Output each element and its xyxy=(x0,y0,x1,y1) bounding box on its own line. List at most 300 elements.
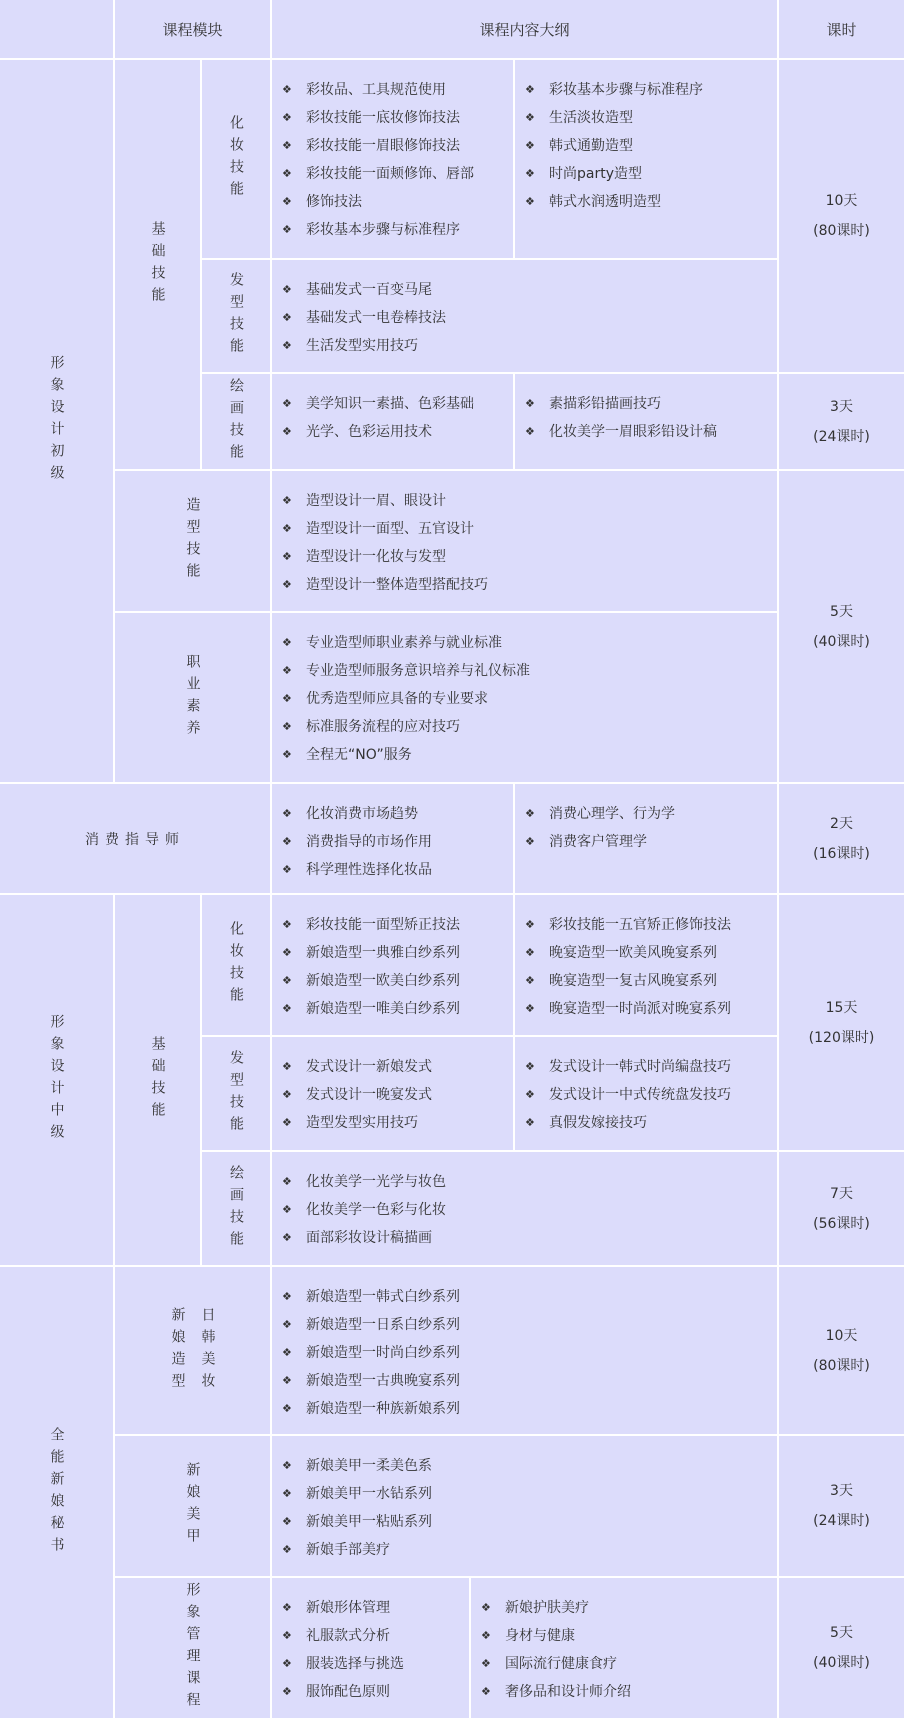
level2-hair-list-a xyxy=(272,1037,513,1137)
list-item-text: 造型设计一面型、五官设计 xyxy=(306,521,474,537)
level1-makeup-list-b xyxy=(515,60,777,216)
list-item xyxy=(282,1224,767,1252)
bullet-icon: ❖ xyxy=(525,195,535,208)
bullet-icon: ❖ xyxy=(525,1060,535,1073)
level1-drawing-hours xyxy=(779,374,904,469)
list-item xyxy=(282,741,767,769)
list-item xyxy=(525,800,767,828)
level1-drawing-label-text: 绘画技能 xyxy=(228,377,244,466)
list-item-text: 优秀造型师应具备的专业要求 xyxy=(306,691,488,707)
list-item-text: 新娘造型一韩式白纱系列 xyxy=(306,1289,460,1305)
list-item-text: 造型设计一眉、眼设计 xyxy=(306,493,446,509)
level1-makeup-label xyxy=(202,60,270,258)
list-item-text: 造型设计一整体造型搭配技巧 xyxy=(306,577,488,593)
list-item-text: 新娘形体管理 xyxy=(306,1600,390,1616)
list-item-text: 新娘美甲一水钻系列 xyxy=(306,1486,432,1502)
level2-hair-label xyxy=(202,1037,270,1150)
bullet-icon: ❖ xyxy=(525,1088,535,1101)
level2-makeup-list-a xyxy=(272,895,513,1023)
bullet-icon: ❖ xyxy=(282,195,292,208)
list-item xyxy=(282,1168,767,1196)
level2-makeup-label xyxy=(202,895,270,1035)
list-item xyxy=(282,160,503,188)
bullet-icon: ❖ xyxy=(525,83,535,96)
bullet-icon: ❖ xyxy=(282,636,292,649)
list-item-text: 服装选择与挑选 xyxy=(306,1656,404,1672)
level2-hair-label-text: 发型技能 xyxy=(228,1049,244,1138)
bullet-icon: ❖ xyxy=(525,111,535,124)
list-item xyxy=(282,1283,767,1311)
hours-lessons: (40课时) xyxy=(813,1655,870,1671)
list-item-text: 新娘造型一种族新娘系列 xyxy=(306,1401,460,1417)
list-item xyxy=(525,1109,767,1137)
bridal-image-label-text: 形象管理课程 xyxy=(184,1582,201,1714)
level2-basic-label xyxy=(115,895,200,1265)
level1-makeup-list-a xyxy=(272,60,513,244)
hours-lessons: (16课时) xyxy=(813,845,870,862)
hours-lessons: (80课时) xyxy=(813,223,870,239)
list-item-text: 造型发型实用技巧 xyxy=(306,1115,418,1131)
list-item xyxy=(525,418,767,446)
level2-makeup-col-b xyxy=(515,895,777,1035)
bullet-icon: ❖ xyxy=(282,1459,292,1472)
list-item xyxy=(282,629,767,657)
list-item-text: 服饰配色原则 xyxy=(306,1684,390,1700)
hours-days: 10天 xyxy=(825,193,858,209)
bullet-icon: ❖ xyxy=(282,139,292,152)
bullet-icon: ❖ xyxy=(481,1685,491,1698)
consumer-hours xyxy=(779,784,904,893)
bridal-styling-hours xyxy=(779,1267,904,1434)
bullet-icon: ❖ xyxy=(282,1088,292,1101)
bridal-image-hours xyxy=(779,1578,904,1718)
list-item xyxy=(282,132,503,160)
bridal-image-label xyxy=(115,1578,270,1718)
level1-professional-content xyxy=(272,613,777,782)
level1-hair-list xyxy=(272,260,777,360)
list-item-text: 素描彩铅描画技巧 xyxy=(549,396,661,412)
list-item xyxy=(282,685,767,713)
bridal-styling-list xyxy=(272,1267,777,1423)
level1-drawing-list-a xyxy=(272,374,513,446)
bullet-icon: ❖ xyxy=(282,1515,292,1528)
list-item-text: 新娘造型一日系白纱系列 xyxy=(306,1317,460,1333)
list-item xyxy=(282,104,503,132)
list-item xyxy=(282,1678,459,1706)
bullet-icon: ❖ xyxy=(282,1601,292,1614)
list-item-text: 新娘美甲一粘贴系列 xyxy=(306,1514,432,1530)
bridal-nails-label-text: 新娘美甲 xyxy=(184,1462,201,1550)
hours-lessons: (24课时) xyxy=(813,428,870,445)
header-corner xyxy=(0,0,113,58)
level1-styling-list xyxy=(272,471,777,599)
list-item-text: 晚宴造型一时尚派对晚宴系列 xyxy=(549,1001,731,1017)
bullet-icon: ❖ xyxy=(282,1543,292,1556)
bullet-icon: ❖ xyxy=(282,946,292,959)
list-item xyxy=(282,1508,767,1536)
bullet-icon: ❖ xyxy=(525,807,535,820)
list-item xyxy=(481,1678,767,1706)
header-hours xyxy=(779,0,904,58)
bullet-icon: ❖ xyxy=(282,167,292,180)
bullet-icon: ❖ xyxy=(282,1002,292,1015)
bullet-icon: ❖ xyxy=(525,425,535,438)
list-item xyxy=(282,487,767,515)
list-item-text: 新娘造型一欧美白纱系列 xyxy=(306,973,460,989)
list-item xyxy=(282,1109,503,1137)
bullet-icon: ❖ xyxy=(525,167,535,180)
bridal-nails-list xyxy=(272,1436,777,1564)
list-item xyxy=(525,132,767,160)
level1-drawing-col-b xyxy=(515,374,777,469)
bullet-icon: ❖ xyxy=(481,1657,491,1670)
level1-basic-label xyxy=(115,60,200,469)
list-item xyxy=(282,1053,503,1081)
bridal-nails-hours xyxy=(779,1436,904,1576)
list-item xyxy=(282,304,767,332)
bullet-icon: ❖ xyxy=(282,1175,292,1188)
bullet-icon: ❖ xyxy=(525,946,535,959)
hours-lessons: (40课时) xyxy=(813,633,870,650)
list-item-text: 新娘护肤美疗 xyxy=(505,1600,589,1616)
hours-days: 5天 xyxy=(830,603,853,620)
list-item xyxy=(525,828,767,856)
list-item xyxy=(525,1081,767,1109)
list-item-text: 新娘造型一唯美白纱系列 xyxy=(306,1001,460,1017)
list-item-text: 科学理性选择化妆品 xyxy=(306,862,432,878)
list-item xyxy=(481,1622,767,1650)
level2-makeup-col-a xyxy=(272,895,513,1035)
bullet-icon: ❖ xyxy=(282,1231,292,1244)
level1-title-text: 形象设计初级 xyxy=(48,355,65,487)
level1-makeup-hair-hours xyxy=(779,60,904,372)
bullet-icon: ❖ xyxy=(282,1290,292,1303)
bridal-styling-label xyxy=(115,1267,270,1434)
list-item-text: 专业造型师职业素养与就业标准 xyxy=(306,635,502,651)
bullet-icon: ❖ xyxy=(282,111,292,124)
list-item-text: 化妆美学一色彩与化妆 xyxy=(306,1202,446,1218)
bullet-icon: ❖ xyxy=(282,550,292,563)
bridal-image-list-b xyxy=(471,1578,777,1706)
list-item xyxy=(481,1594,767,1622)
hours-days: 7天 xyxy=(830,1185,853,1202)
list-item xyxy=(282,967,503,995)
level2-title xyxy=(0,895,113,1265)
list-item xyxy=(282,657,767,685)
list-item xyxy=(525,911,767,939)
list-item-text: 造型设计一化妆与发型 xyxy=(306,549,446,565)
list-item-text: 彩妆基本步骤与标准程序 xyxy=(549,82,703,98)
level1-professional-list xyxy=(272,613,777,769)
bullet-icon: ❖ xyxy=(282,807,292,820)
list-item-text: 韩式水润透明造型 xyxy=(549,194,661,210)
bullet-icon: ❖ xyxy=(282,522,292,535)
list-item xyxy=(282,1480,767,1508)
header-outline-label: 课程内容大纲 xyxy=(479,20,570,39)
level1-professional-label-text: 职业素养 xyxy=(184,653,201,742)
list-item xyxy=(282,828,503,856)
bullet-icon: ❖ xyxy=(282,1374,292,1387)
list-item-text: 彩妆品、工具规范使用 xyxy=(306,82,446,98)
bullet-icon: ❖ xyxy=(282,283,292,296)
list-item xyxy=(282,995,503,1023)
level2-drawing-list xyxy=(272,1152,777,1252)
list-item-text: 化妆美学一光学与妆色 xyxy=(306,1174,446,1190)
level1-hair-label xyxy=(202,260,270,372)
list-item-text: 新娘造型一古典晚宴系列 xyxy=(306,1373,460,1389)
bullet-icon: ❖ xyxy=(282,974,292,987)
list-item xyxy=(525,967,767,995)
level1-styling-hours xyxy=(779,471,904,782)
hours-days: 2天 xyxy=(830,815,853,832)
header-outline xyxy=(272,0,777,58)
list-item-text: 面部彩妆设计稿描画 xyxy=(306,1230,432,1246)
level2-hair-col-a xyxy=(272,1037,513,1150)
list-item-text: 消费客户管理学 xyxy=(549,834,647,850)
hours-days: 15天 xyxy=(825,999,858,1016)
list-item-text: 新娘造型一典雅白纱系列 xyxy=(306,945,460,961)
list-item-text: 全程无“NO”服务 xyxy=(306,747,412,763)
level1-drawing-label xyxy=(202,374,270,469)
list-item xyxy=(525,188,767,216)
bridal-nails-content xyxy=(272,1436,777,1576)
level2-basic-text: 基础技能 xyxy=(149,1036,166,1124)
bridal-styling-label-2-text: 日韩美妆 xyxy=(199,1306,216,1395)
list-item-text: 美学知识一素描、色彩基础 xyxy=(306,396,474,412)
bridal-title xyxy=(0,1267,113,1718)
level1-drawing-list-b xyxy=(515,374,777,446)
list-item-text: 化妆美学一眉眼彩铅设计稿 xyxy=(549,424,717,440)
bullet-icon: ❖ xyxy=(282,83,292,96)
bridal-styling-label-2 xyxy=(200,1291,216,1411)
bullet-icon: ❖ xyxy=(525,918,535,931)
consumer-list-a xyxy=(272,784,513,884)
bullet-icon: ❖ xyxy=(282,692,292,705)
level1-styling-label-text: 造型技能 xyxy=(184,497,201,585)
list-item-text: 基础发式一百变马尾 xyxy=(306,282,432,298)
hours-lessons: (80课时) xyxy=(813,1357,870,1374)
bullet-icon: ❖ xyxy=(282,1487,292,1500)
list-item xyxy=(282,188,503,216)
list-item-text: 消费心理学、行为学 xyxy=(549,806,675,822)
list-item-text: 基础发式一电卷棒技法 xyxy=(306,310,446,326)
list-item xyxy=(282,911,503,939)
list-item-text: 彩妆技能一底妆修饰技法 xyxy=(306,110,460,126)
list-item-text: 奢侈品和设计师介绍 xyxy=(505,1684,631,1700)
bullet-icon: ❖ xyxy=(282,1060,292,1073)
bullet-icon: ❖ xyxy=(282,1318,292,1331)
level2-makeup-label-text: 化妆技能 xyxy=(228,921,244,1009)
list-item xyxy=(525,160,767,188)
bridal-title-text: 全能新娘秘书 xyxy=(48,1426,65,1559)
list-item xyxy=(282,332,767,360)
bullet-icon: ❖ xyxy=(282,1203,292,1216)
list-item-text: 晚宴造型一复古风晚宴系列 xyxy=(549,973,717,989)
consumer-list-b xyxy=(515,784,777,856)
bullet-icon: ❖ xyxy=(282,397,292,410)
level1-drawing-col-a xyxy=(272,374,513,469)
hours-days: 5天 xyxy=(830,1625,853,1641)
list-item xyxy=(282,1367,767,1395)
list-item-text: 生活发型实用技巧 xyxy=(306,338,418,354)
list-item xyxy=(282,1452,767,1480)
list-item-text: 发式设计一韩式时尚编盘技巧 xyxy=(549,1059,731,1075)
level1-title xyxy=(0,60,113,782)
list-item-text: 消费指导的市场作用 xyxy=(306,834,432,850)
bullet-icon: ❖ xyxy=(525,1116,535,1129)
list-item-text: 彩妆技能一面型矫正技法 xyxy=(306,917,460,933)
list-item xyxy=(282,216,503,244)
list-item-text: 发式设计一中式传统盘发技巧 xyxy=(549,1087,731,1103)
bullet-icon: ❖ xyxy=(282,664,292,677)
hours-days: 3天 xyxy=(830,398,853,415)
level2-drawing-content xyxy=(272,1152,777,1265)
list-item xyxy=(282,276,767,304)
bridal-image-list-a xyxy=(272,1578,469,1706)
list-item-text: 专业造型师服务意识培养与礼仪标准 xyxy=(306,663,530,679)
bullet-icon: ❖ xyxy=(282,1346,292,1359)
hours-lessons: (120课时) xyxy=(808,1029,875,1046)
level2-hair-col-b xyxy=(515,1037,777,1150)
list-item-text: 新娘造型一时尚白纱系列 xyxy=(306,1345,460,1361)
bullet-icon: ❖ xyxy=(282,863,292,876)
level1-hair-content xyxy=(272,260,777,372)
list-item xyxy=(282,1339,767,1367)
bullet-icon: ❖ xyxy=(282,1116,292,1129)
level2-title-text: 形象设计中级 xyxy=(48,1014,65,1146)
header-hours-label: 课时 xyxy=(826,20,857,39)
list-item xyxy=(282,1196,767,1224)
list-item xyxy=(282,418,503,446)
level2-makeup-list-b xyxy=(515,895,777,1023)
list-item xyxy=(282,1081,503,1109)
bullet-icon: ❖ xyxy=(481,1601,491,1614)
level1-professional-label xyxy=(115,613,270,782)
bullet-icon: ❖ xyxy=(282,223,292,236)
list-item-text: 礼服款式分析 xyxy=(306,1628,390,1644)
list-item xyxy=(282,1622,459,1650)
list-item-text: 韩式通勤造型 xyxy=(549,138,633,154)
bullet-icon: ❖ xyxy=(282,720,292,733)
header-module xyxy=(115,0,270,58)
bridal-styling-label-1-text: 新娘造型 xyxy=(169,1306,186,1395)
list-item xyxy=(282,390,503,418)
list-item-text: 新娘美甲一柔美色系 xyxy=(306,1458,432,1474)
bridal-styling-content xyxy=(272,1267,777,1434)
consumer-title-text: 消费指导师 xyxy=(85,831,185,848)
level2-hair-list-b xyxy=(515,1037,777,1137)
level2-drawing-label-text: 绘画技能 xyxy=(228,1164,244,1253)
list-item-text: 身材与健康 xyxy=(505,1628,575,1644)
list-item xyxy=(525,995,767,1023)
level1-hair-label-text: 发型技能 xyxy=(228,272,244,360)
list-item-text: 标准服务流程的应对技巧 xyxy=(306,719,460,735)
list-item-text: 光学、色彩运用技术 xyxy=(306,424,432,440)
bullet-icon: ❖ xyxy=(282,1685,292,1698)
level1-makeup-col-b xyxy=(515,60,777,258)
level2-drawing-label xyxy=(202,1152,270,1265)
list-item xyxy=(282,800,503,828)
list-item xyxy=(282,1594,459,1622)
header-module-label: 课程模块 xyxy=(162,20,223,39)
bullet-icon: ❖ xyxy=(481,1629,491,1642)
list-item xyxy=(282,76,503,104)
list-item xyxy=(525,76,767,104)
bullet-icon: ❖ xyxy=(282,311,292,324)
list-item-text: 彩妆技能一五官矫正修饰技法 xyxy=(549,917,731,933)
bullet-icon: ❖ xyxy=(282,1629,292,1642)
hours-lessons: (56课时) xyxy=(813,1215,870,1232)
bullet-icon: ❖ xyxy=(282,578,292,591)
list-item-text: 新娘手部美疗 xyxy=(306,1542,390,1558)
bullet-icon: ❖ xyxy=(282,835,292,848)
consumer-col-b xyxy=(515,784,777,893)
list-item xyxy=(282,1395,767,1423)
bullet-icon: ❖ xyxy=(282,1402,292,1415)
bridal-image-col-b xyxy=(471,1578,777,1718)
bullet-icon: ❖ xyxy=(282,425,292,438)
hours-days: 10天 xyxy=(825,1327,858,1344)
list-item-text: 彩妆技能一眉眼修饰技法 xyxy=(306,138,460,154)
list-item xyxy=(282,543,767,571)
list-item-text: 彩妆基本步骤与标准程序 xyxy=(306,222,460,238)
bridal-image-col-a xyxy=(272,1578,469,1718)
list-item xyxy=(282,571,767,599)
bullet-icon: ❖ xyxy=(282,918,292,931)
list-item xyxy=(525,1053,767,1081)
bullet-icon: ❖ xyxy=(282,339,292,352)
list-item-text: 晚宴造型一欧美风晚宴系列 xyxy=(549,945,717,961)
list-item-text: 真假发嫁接技巧 xyxy=(549,1115,647,1131)
list-item xyxy=(282,1311,767,1339)
bullet-icon: ❖ xyxy=(525,397,535,410)
list-item-text: 彩妆技能一面颊修饰、唇部 xyxy=(306,166,474,182)
list-item xyxy=(525,390,767,418)
list-item xyxy=(525,939,767,967)
bullet-icon: ❖ xyxy=(525,139,535,152)
bullet-icon: ❖ xyxy=(282,494,292,507)
consumer-title xyxy=(0,784,270,893)
bullet-icon: ❖ xyxy=(282,1657,292,1670)
bullet-icon: ❖ xyxy=(525,835,535,848)
list-item xyxy=(481,1650,767,1678)
hours-days: 3天 xyxy=(830,1483,853,1499)
bullet-icon: ❖ xyxy=(525,1002,535,1015)
list-item-text: 时尚party造型 xyxy=(549,166,642,182)
hours-lessons: (24课时) xyxy=(813,1513,870,1529)
level1-makeup-col-a xyxy=(272,60,513,258)
list-item xyxy=(282,939,503,967)
list-item xyxy=(282,515,767,543)
bridal-nails-label xyxy=(115,1436,270,1576)
list-item-text: 生活淡妆造型 xyxy=(549,110,633,126)
level1-styling-content xyxy=(272,471,777,611)
list-item-text: 国际流行健康食疗 xyxy=(505,1656,617,1672)
bridal-styling-label-1 xyxy=(170,1291,186,1411)
list-item xyxy=(282,1536,767,1564)
list-item xyxy=(282,1650,459,1678)
level1-makeup-label-text: 化妆技能 xyxy=(228,115,244,203)
list-item-text: 发式设计一新娘发式 xyxy=(306,1059,432,1075)
bullet-icon: ❖ xyxy=(525,974,535,987)
consumer-col-a xyxy=(272,784,513,893)
level1-basic-text: 基础技能 xyxy=(149,220,166,309)
list-item-text: 修饰技法 xyxy=(306,194,362,210)
bullet-icon: ❖ xyxy=(282,748,292,761)
level2-makeup-hair-hours xyxy=(779,895,904,1150)
level1-styling-label xyxy=(115,471,270,611)
list-item-text: 发式设计一晚宴发式 xyxy=(306,1087,432,1103)
